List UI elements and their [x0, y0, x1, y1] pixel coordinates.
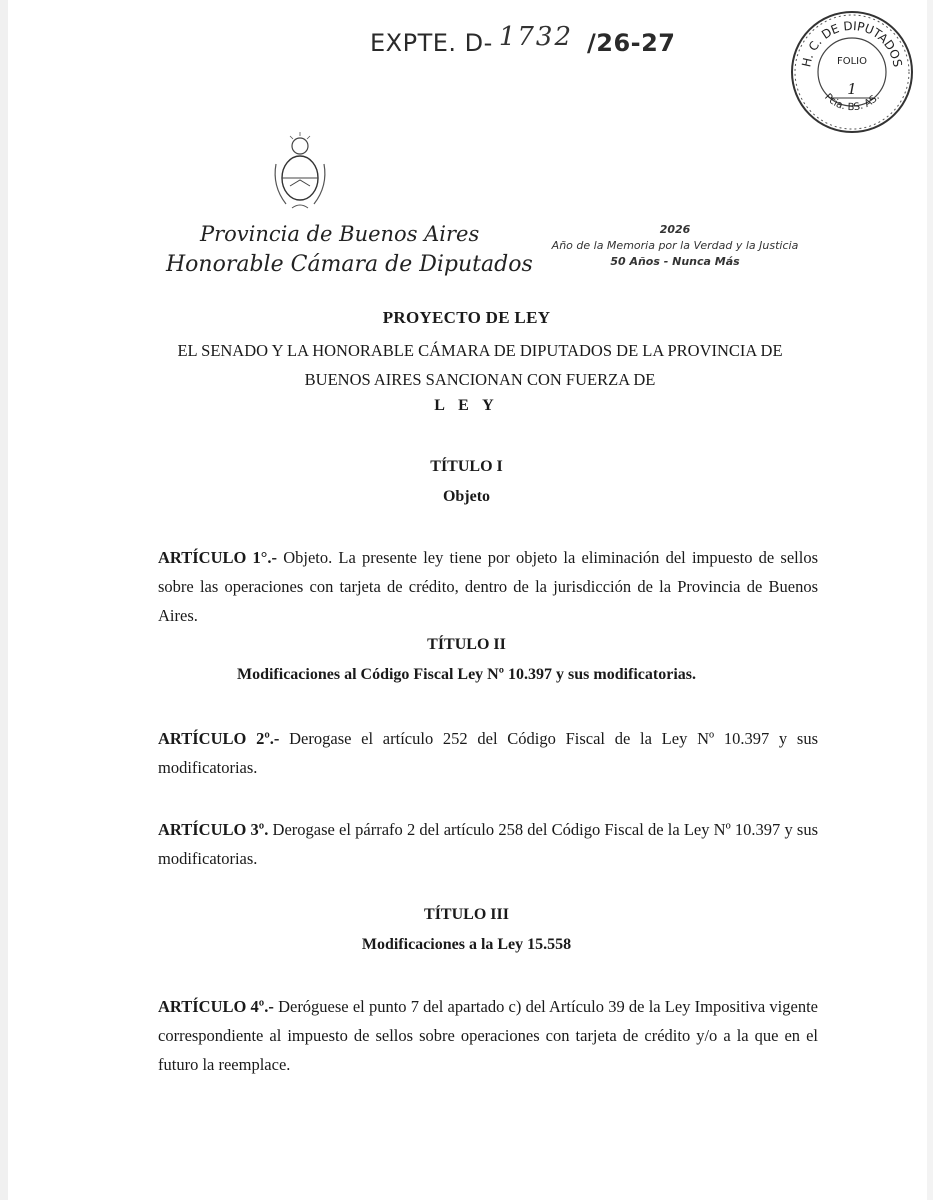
folio-seal [788, 8, 916, 136]
title-3-subtitle: Modificaciones a la Ley 15.558 [361, 936, 572, 953]
article-2 [158, 724, 818, 782]
coat-of-arms-icon [268, 130, 332, 214]
expediente-prefix: EXPTE. D- [370, 29, 493, 57]
article-1-label: ARTÍCULO 1°.- [158, 548, 278, 567]
title-2-heading: TÍTULO II [427, 636, 506, 653]
project-heading: PROYECTO DE LEY [382, 308, 551, 327]
article-3-text: Derogase el párrafo 2 del artículo 258 del Código Fiscal de la Ley Nº 10.397 y sus modificatorias. [158, 820, 818, 868]
seal-bottom-text: Pcia. BS. AS. [822, 91, 882, 114]
ley-heading: L E Y [434, 397, 499, 414]
enacting-clause [150, 336, 810, 394]
letterhead-chamber: Honorable Cámara de Diputados [166, 252, 533, 277]
page-edge-right [927, 0, 933, 1200]
article-4 [158, 992, 818, 1079]
expediente-handwritten-number: 1732 [498, 22, 573, 52]
expediente-stamp [370, 22, 676, 58]
title-3-heading: TÍTULO III [424, 906, 509, 923]
letterhead-province: Provincia de Buenos Aires [200, 222, 480, 246]
title-2-subtitle: Modificaciones al Código Fiscal Ley Nº 10.397 y sus modificatorias. [236, 666, 697, 683]
title-1-subtitle: Objeto [442, 488, 491, 505]
title-1-heading: TÍTULO I [430, 458, 503, 475]
article-2-text: Derogase el artículo 252 del Código Fiscal de la Ley Nº 10.397 y sus modificatorias. [158, 729, 818, 777]
seal-folio-label: FOLIO [836, 56, 868, 67]
article-1 [158, 543, 818, 630]
year-motto: Año de la Memoria por la Verdad y la Justicia [551, 239, 799, 252]
article-4-label: ARTÍCULO 4º.- [158, 997, 274, 1016]
enacting-clause-line-1: EL SENADO Y LA HONORABLE CÁMARA DE DIPUTADOS DE LA PROVINCIA DE [177, 341, 783, 360]
article-4-text: Deróguese el punto 7 del apartado c) del Artículo 39 de la Ley Impositiva vigente correspondiente al impuesto de sellos sobre operaciones con tarjeta de crédito y/o a la que en el futuro la reemplace. [158, 997, 818, 1074]
page-edge-left [0, 0, 8, 1200]
expediente-suffix: /26-27 [586, 29, 676, 57]
article-3 [158, 815, 818, 873]
seal-folio-number: 1 [847, 80, 857, 98]
year-motto-block [540, 222, 810, 270]
article-1-text: Objeto. La presente ley tiene por objeto la eliminación del impuesto de sellos sobre las operaciones con tarjeta de crédito, dentro de la jurisdicción de la Provincia de Buenos Aires. [158, 548, 818, 625]
year-motto-secondary: 50 Años - Nunca Más [610, 255, 740, 268]
article-2-label: ARTÍCULO 2º.- [158, 729, 280, 748]
seal-arc-text: H. C. DE DIPUTADOS [799, 18, 905, 69]
article-3-label: ARTÍCULO 3º. [158, 820, 269, 839]
year-label: 2026 [659, 223, 691, 236]
enacting-clause-line-2: BUENOS AIRES SANCIONAN CON FUERZA DE [304, 370, 656, 389]
